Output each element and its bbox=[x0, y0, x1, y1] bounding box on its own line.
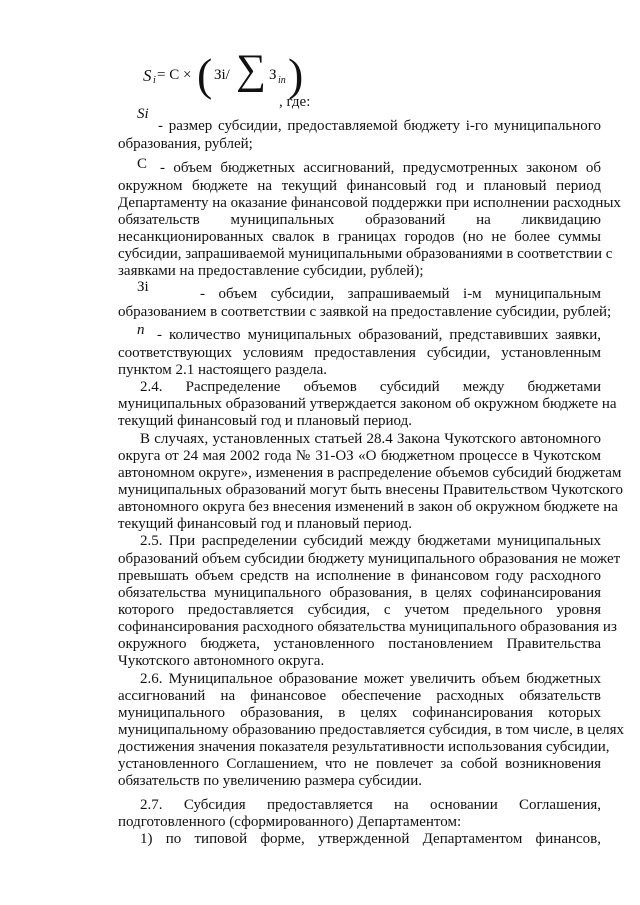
formula-tail: , где: bbox=[279, 94, 311, 110]
definition-line: окружном бюджете на текущий финансовый год и плановый период bbox=[118, 178, 601, 194]
definition-line: - объем бюджетных ассигнований, предусмотренных законом об bbox=[160, 160, 601, 176]
paragraph-line: 2.7. Субсидия предоставляется на основании Соглашения, bbox=[140, 797, 601, 813]
paragraph-line: муниципального образования, в целях софинансирования которых bbox=[118, 705, 601, 721]
formula-sigma: ∑ bbox=[236, 47, 266, 93]
definition-line: заявками на предоставление субсидии, рублей); bbox=[118, 263, 424, 279]
paragraph-line: подготовленного (сформированного) Департаментом: bbox=[118, 814, 462, 830]
paragraph-line: муниципальному образованию предоставляется субсидия, в том числе, в целях bbox=[118, 722, 624, 738]
paragraph-line: достижения значения показателя результативности использования субсидии, bbox=[118, 739, 610, 755]
formula-z-in-subscript: in bbox=[278, 75, 286, 86]
paragraph-line: округа от 24 мая 2002 года № 31-ОЗ «О бюджетном процессе в Чукотском bbox=[118, 448, 601, 464]
definition-line: - размер субсидии, предоставляемой бюджету i-го муниципального bbox=[158, 118, 601, 134]
formula-s: S bbox=[143, 66, 152, 85]
paragraph-line: Чукотского автономного округа. bbox=[118, 653, 325, 669]
formula-z-in: З bbox=[269, 67, 277, 83]
paragraph-line: ассигнований на финансовое обеспечение расходных обязательств bbox=[118, 688, 601, 704]
paragraph-line: обязательств по увеличению размера субсидии. bbox=[118, 773, 423, 789]
paragraph-line: муниципальных образований утверждается законом об окружном бюджете на bbox=[118, 396, 617, 412]
paragraph-line: 2.5. При распределении субсидий между бюджетами муниципальных bbox=[140, 533, 601, 549]
paragraph-line: автономном округе», изменения в распределение объемов субсидий бюджетам bbox=[118, 465, 622, 481]
paragraph-line: муниципальных образований могут быть внесены Правительством Чукотского bbox=[118, 482, 623, 498]
paragraph-line: текущий финансовый год и плановый период. bbox=[118, 413, 413, 429]
paragraph-line: текущий финансовый год и плановый период. bbox=[118, 516, 413, 532]
paragraph-line: превышать объем средств на исполнение в финансовом году расходного bbox=[118, 568, 601, 584]
definition-symbol-n: n bbox=[137, 322, 145, 338]
definition-symbol-zi: Зi bbox=[137, 279, 149, 295]
definition-line: Департаменту на оказание финансовой поддержки при исполнении расходных bbox=[118, 195, 621, 211]
formula-s-subscript: i bbox=[153, 75, 156, 86]
paragraph-line: окружного бюджета, установленного постановлением Правительства bbox=[118, 636, 601, 652]
paragraph-line: обязательства муниципального образования, в целях софинансирования bbox=[118, 585, 601, 601]
paragraph-line: которого предоставляется субсидия, с учетом предельного уровня bbox=[118, 602, 601, 618]
definition-line: обязательств муниципальных образований на ликвидацию bbox=[118, 212, 601, 228]
paragraph-line: установленного Соглашением, что не повлечет за собой возникновения bbox=[118, 756, 601, 772]
definition-symbol-si: Si bbox=[137, 106, 149, 122]
definition-line: пунктом 2.1 настоящего раздела. bbox=[118, 362, 328, 378]
paragraph-line: софинансирования расходного обязательства муниципального образования из bbox=[118, 619, 617, 635]
definition-line: - количество муниципальных образований, представивших заявки, bbox=[157, 327, 601, 343]
paragraph-line: образований объем субсидии бюджету муниципального образования не может bbox=[118, 551, 621, 567]
definition-symbol-c: C bbox=[137, 156, 148, 172]
paragraph-line: 2.4. Распределение объемов субсидий между бюджетами bbox=[140, 379, 601, 395]
definition-line: - объем субсидии, запрашиваемый i-м муниципальным bbox=[200, 286, 601, 302]
formula-z-i: Зi/ bbox=[214, 67, 230, 83]
formula-equals-c: = C × bbox=[157, 67, 192, 83]
definition-line: соответствующих условиям предоставления субсидии, установленным bbox=[118, 345, 601, 361]
paragraph-line: автономного округа без внесения изменений в закон об окружном бюджете на bbox=[118, 499, 618, 515]
paragraph-line: В случаях, установленных статьей 28.4 Закона Чукотского автономного bbox=[140, 431, 601, 447]
formula-close-paren: ) bbox=[288, 49, 304, 100]
definition-line: образованием в соответствии с заявкой на предоставление субсидии, рублей; bbox=[118, 304, 612, 320]
paragraph-line: 1) по типовой форме, утвержденной Департаментом финансов, bbox=[140, 831, 601, 847]
definition-line: образования, рублей; bbox=[118, 136, 253, 152]
paragraph-line: 2.6. Муниципальное образование может увеличить объем бюджетных bbox=[140, 671, 601, 687]
definition-line: несанкционированных свалок в границах городов (но не более суммы bbox=[118, 229, 601, 245]
definition-line: субсидии, запрашиваемой муниципальными образованиями в соответствии с bbox=[118, 246, 613, 262]
formula-open-paren: ( bbox=[197, 49, 213, 100]
